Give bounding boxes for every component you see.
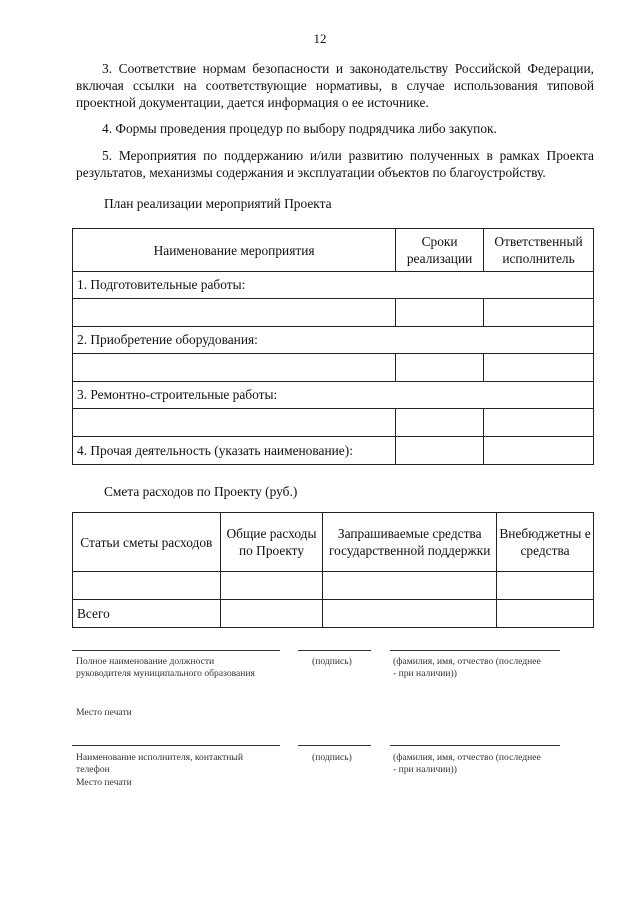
plan-empty-row bbox=[73, 409, 594, 437]
plan-header-deadline: Сроки реализации bbox=[396, 229, 484, 272]
budget-table bbox=[72, 512, 594, 628]
plan-section-label: 1. Подготовительные работы: bbox=[73, 272, 594, 299]
plan-caption: План реализации мероприятий Проекта bbox=[104, 196, 332, 211]
paragraph-5: 5. Мероприятия по поддержанию и/или развитию полученных в рамках Проекта результатов, механизмы содержания и эксплуатации объектов по благоустройству. bbox=[76, 148, 594, 180]
plan-empty-row bbox=[73, 354, 594, 382]
budget-caption: Смета расходов по Проекту (руб.) bbox=[104, 484, 298, 499]
budget-header-total: Общие расходы по Проекту bbox=[220, 513, 323, 572]
page-number: 12 bbox=[313, 31, 327, 46]
plan-section-label: 3. Ремонтно-строительные работы: bbox=[73, 382, 594, 409]
position-label: Полное наименование должности руководителя муниципального образования bbox=[76, 656, 255, 679]
paragraph-4: 4. Формы проведения процедур по выбору подрядчика либо закупок. bbox=[102, 121, 497, 136]
paragraph-3: 3. Соответствие нормам безопасности и законодательству Российской Федерации, включая ссылки на соответствующие нормативы, в случае использования типовой проектной документации, дается информация о ее источнике. bbox=[76, 61, 594, 110]
name-line bbox=[390, 650, 560, 651]
plan-empty-row bbox=[73, 299, 594, 327]
plan-section-row bbox=[73, 437, 594, 465]
position-label: Наименование исполнителя, контактный телефон bbox=[76, 752, 243, 775]
plan-section-row bbox=[73, 382, 594, 409]
name-line bbox=[390, 745, 560, 746]
plan-table bbox=[72, 228, 594, 465]
plan-header-responsible: Ответственный исполнитель bbox=[484, 229, 594, 272]
budget-header-row bbox=[73, 513, 594, 572]
signature-label: (подпись) bbox=[312, 752, 352, 763]
signature-line bbox=[298, 650, 371, 651]
plan-header-activity: Наименование мероприятия bbox=[73, 229, 396, 272]
stamp-label: Место печати bbox=[76, 777, 132, 788]
name-label: (фамилия, имя, отчество (последнее - при наличии)) bbox=[393, 752, 541, 775]
plan-section-row bbox=[73, 272, 594, 299]
budget-total-label: Всего bbox=[73, 600, 221, 628]
plan-section-label: 4. Прочая деятельность (указать наименование): bbox=[73, 437, 396, 465]
position-line bbox=[72, 745, 280, 746]
budget-header-state-support: Запрашиваемые средства государственной поддержки bbox=[323, 513, 497, 572]
budget-total-row bbox=[73, 600, 594, 628]
name-label: (фамилия, имя, отчество (последнее - при наличии)) bbox=[393, 656, 541, 679]
signature-line bbox=[298, 745, 371, 746]
plan-section-row bbox=[73, 327, 594, 354]
plan-header-row bbox=[73, 229, 594, 272]
signature-label: (подпись) bbox=[312, 656, 352, 667]
budget-header-extrabudgetary: Внебюджетны е средства bbox=[497, 513, 594, 572]
position-line bbox=[72, 650, 280, 651]
budget-header-items: Статьи сметы расходов bbox=[73, 513, 221, 572]
budget-empty-row bbox=[73, 572, 594, 600]
stamp-label: Место печати bbox=[76, 707, 132, 718]
plan-section-label: 2. Приобретение оборудования: bbox=[73, 327, 594, 354]
